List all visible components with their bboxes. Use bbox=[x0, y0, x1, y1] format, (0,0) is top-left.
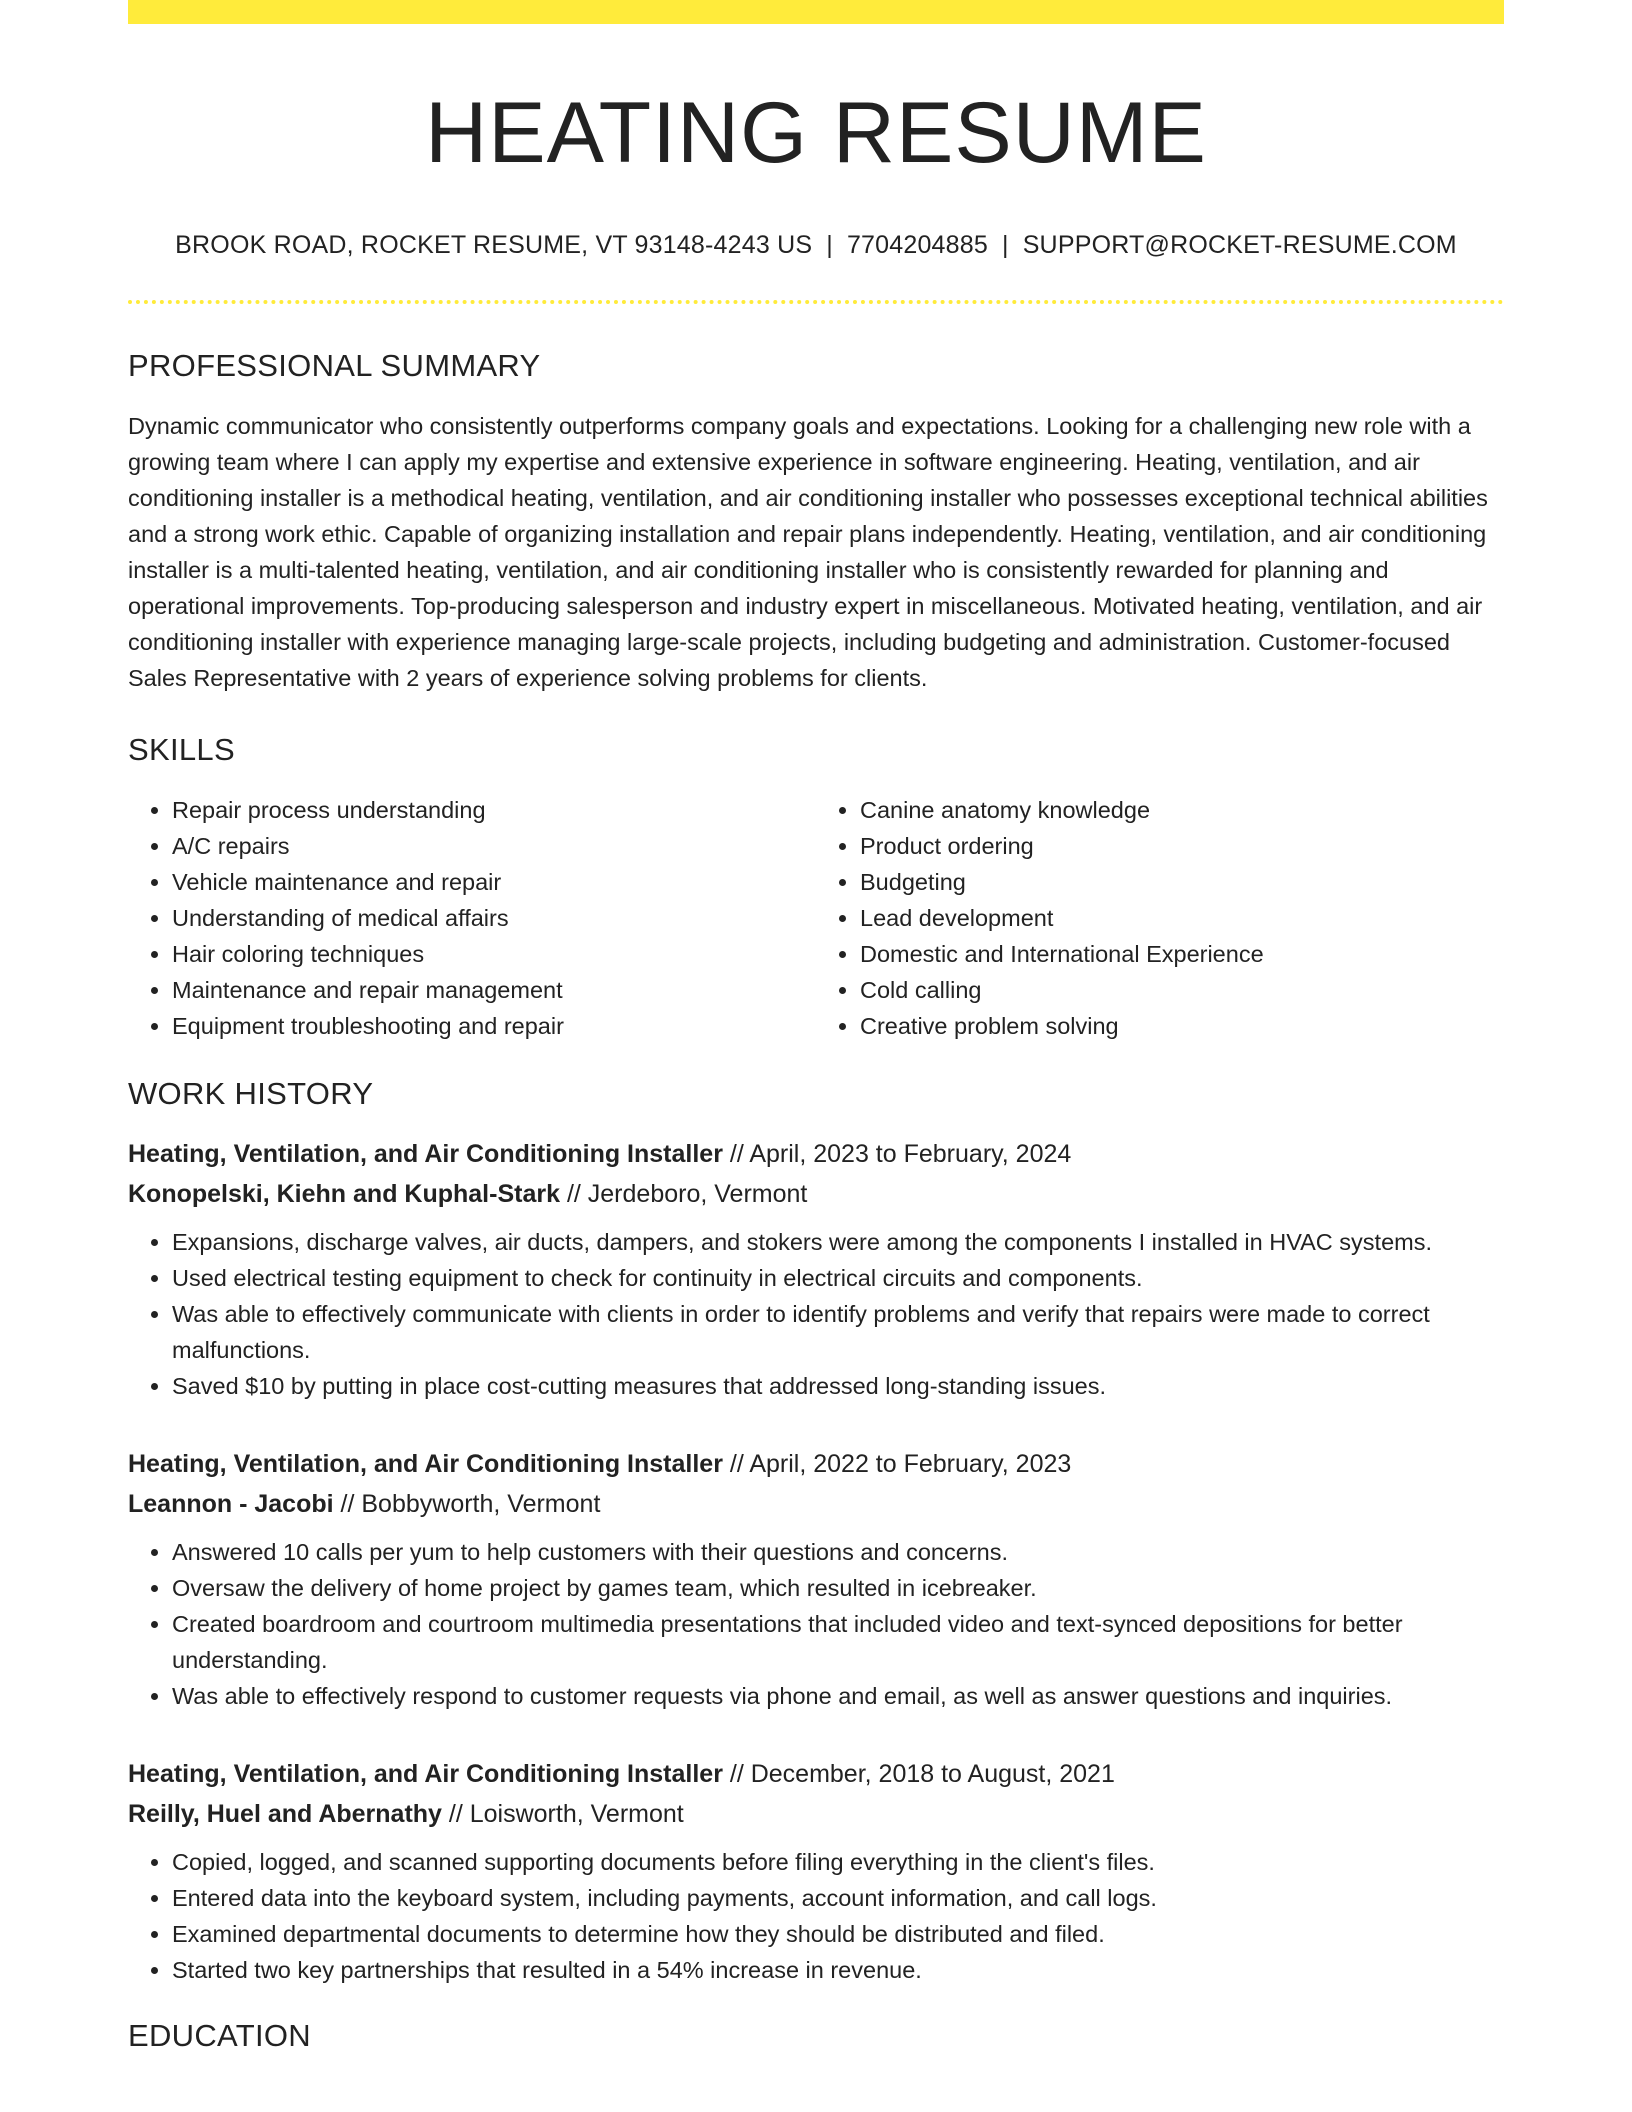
job-title-line bbox=[128, 1754, 1504, 1794]
resume-page bbox=[128, 0, 1504, 2054]
contact-phone: 7704204885 bbox=[846, 230, 988, 259]
job-duties bbox=[128, 1224, 1504, 1404]
contact-line bbox=[128, 231, 1504, 260]
job-location: // Jerdeboro, Vermont bbox=[560, 1179, 808, 1208]
header-divider bbox=[128, 300, 1504, 304]
skill-item: • Cold calling bbox=[860, 972, 1504, 1008]
contact-separator: | bbox=[826, 230, 833, 259]
job-dates: // April, 2022 to February, 2023 bbox=[722, 1449, 1072, 1478]
job-entry bbox=[128, 1444, 1504, 1714]
job-company-line bbox=[128, 1794, 1504, 1834]
skills-column-right bbox=[816, 792, 1504, 1044]
job-title-line bbox=[128, 1134, 1504, 1174]
job-company: Konopelski, Kiehn and Kuphal-Stark bbox=[128, 1179, 560, 1208]
job-duty: • Was able to effectively communicate with clients in order to identify problems and verify that repairs were made to correct malfunctions. bbox=[172, 1296, 1504, 1368]
skill-item: • Maintenance and repair management bbox=[172, 972, 816, 1008]
skill-item: • A/C repairs bbox=[172, 828, 816, 864]
job-duties bbox=[128, 1844, 1504, 1988]
skill-item: • Vehicle maintenance and repair bbox=[172, 864, 816, 900]
skill-item: • Lead development bbox=[860, 900, 1504, 936]
contact-address: BROOK ROAD, ROCKET RESUME, VT 93148-4243 US bbox=[175, 230, 813, 259]
job-duty: • Copied, logged, and scanned supporting documents before filing everything in the client's files. bbox=[172, 1844, 1504, 1880]
job-company: Reilly, Huel and Abernathy bbox=[128, 1799, 442, 1828]
job-duty: • Saved $10 by putting in place cost-cutting measures that addressed long-standing issues. bbox=[172, 1368, 1504, 1404]
job-duty: • Used electrical testing equipment to check for continuity in electrical circuits and components. bbox=[172, 1260, 1504, 1296]
skill-item: • Budgeting bbox=[860, 864, 1504, 900]
accent-top-bar bbox=[128, 0, 1504, 24]
work-history-heading: WORK HISTORY bbox=[128, 1075, 374, 1111]
job-role: Heating, Ventilation, and Air Conditioning Installer bbox=[128, 1449, 723, 1478]
job-dates: // April, 2023 to February, 2024 bbox=[722, 1139, 1072, 1168]
job-duty: • Answered 10 calls per yum to help customers with their questions and concerns. bbox=[172, 1534, 1504, 1570]
contact-email: SUPPORT@ROCKET-RESUME.COM bbox=[1022, 230, 1457, 259]
job-role: Heating, Ventilation, and Air Conditioning Installer bbox=[128, 1139, 723, 1168]
job-dates: // December, 2018 to August, 2021 bbox=[722, 1759, 1115, 1788]
job-entry bbox=[128, 1134, 1504, 1404]
job-duty: • Oversaw the delivery of home project by games team, which resulted in icebreaker. bbox=[172, 1570, 1504, 1606]
skill-item: • Understanding of medical affairs bbox=[172, 900, 816, 936]
job-duty: • Was able to effectively respond to customer requests via phone and email, as well as answer questions and inquiries. bbox=[172, 1678, 1504, 1714]
job-duty: • Entered data into the keyboard system, including payments, account information, and call logs. bbox=[172, 1880, 1504, 1916]
education-heading: EDUCATION bbox=[128, 2017, 311, 2053]
skill-item: • Canine anatomy knowledge bbox=[860, 792, 1504, 828]
resume-title: HEATING RESUME bbox=[425, 85, 1207, 181]
job-location: // Loisworth, Vermont bbox=[441, 1799, 684, 1828]
skill-item: • Creative problem solving bbox=[860, 1008, 1504, 1044]
job-company: Leannon - Jacobi bbox=[128, 1489, 334, 1518]
skill-item: • Repair process understanding bbox=[172, 792, 816, 828]
job-duty: • Examined departmental documents to determine how they should be distributed and filed. bbox=[172, 1916, 1504, 1952]
job-company-line bbox=[128, 1484, 1504, 1524]
job-duty: • Created boardroom and courtroom multimedia presentations that included video and text-synced depositions for better understanding. bbox=[172, 1606, 1504, 1678]
skills-heading: SKILLS bbox=[128, 731, 235, 767]
job-duties bbox=[128, 1534, 1504, 1714]
skill-item: • Domestic and International Experience bbox=[860, 936, 1504, 972]
job-location: // Bobbyworth, Vermont bbox=[333, 1489, 601, 1518]
skills-list bbox=[128, 792, 1504, 1044]
skill-item: • Product ordering bbox=[860, 828, 1504, 864]
skill-item: • Hair coloring techniques bbox=[172, 936, 816, 972]
job-role: Heating, Ventilation, and Air Conditioning Installer bbox=[128, 1759, 723, 1788]
job-company-line bbox=[128, 1174, 1504, 1214]
skill-item: • Equipment troubleshooting and repair bbox=[172, 1008, 816, 1044]
summary-text: Dynamic communicator who consistently outperforms company goals and expectations. Looking for a challenging new role with a growing team where I can apply my expertise and extensive experience in software engineering. Heating, ventilation, and air conditioning installer is a methodical heating, ventilation, and air conditioning installer who possesses exceptional technical abilities and a strong work ethic. Capable of organizing installation and repair plans independently. Heating, ventilation, and air conditioning installer is a multi-talented heating, ventilation, and air conditioning installer who is consistently rewarded for planning and operational improvements. Top-producing salesperson and industry expert in miscellaneous. Motivated heating, ventilation, and air conditioning installer with experience managing large-scale projects, including budgeting and administration. Customer-focused Sales Representative with 2 years of experience solving problems for clients. bbox=[128, 412, 1488, 691]
summary-heading: PROFESSIONAL SUMMARY bbox=[128, 347, 541, 383]
job-duty: • Started two key partnerships that resulted in a 54% increase in revenue. bbox=[172, 1952, 1504, 1988]
job-title-line bbox=[128, 1444, 1504, 1484]
job-duty: • Expansions, discharge valves, air ducts, dampers, and stokers were among the components I installed in HVAC systems. bbox=[172, 1224, 1504, 1260]
job-entry bbox=[128, 1754, 1504, 1988]
contact-separator: | bbox=[1001, 230, 1009, 259]
skills-column-left bbox=[128, 792, 816, 1044]
